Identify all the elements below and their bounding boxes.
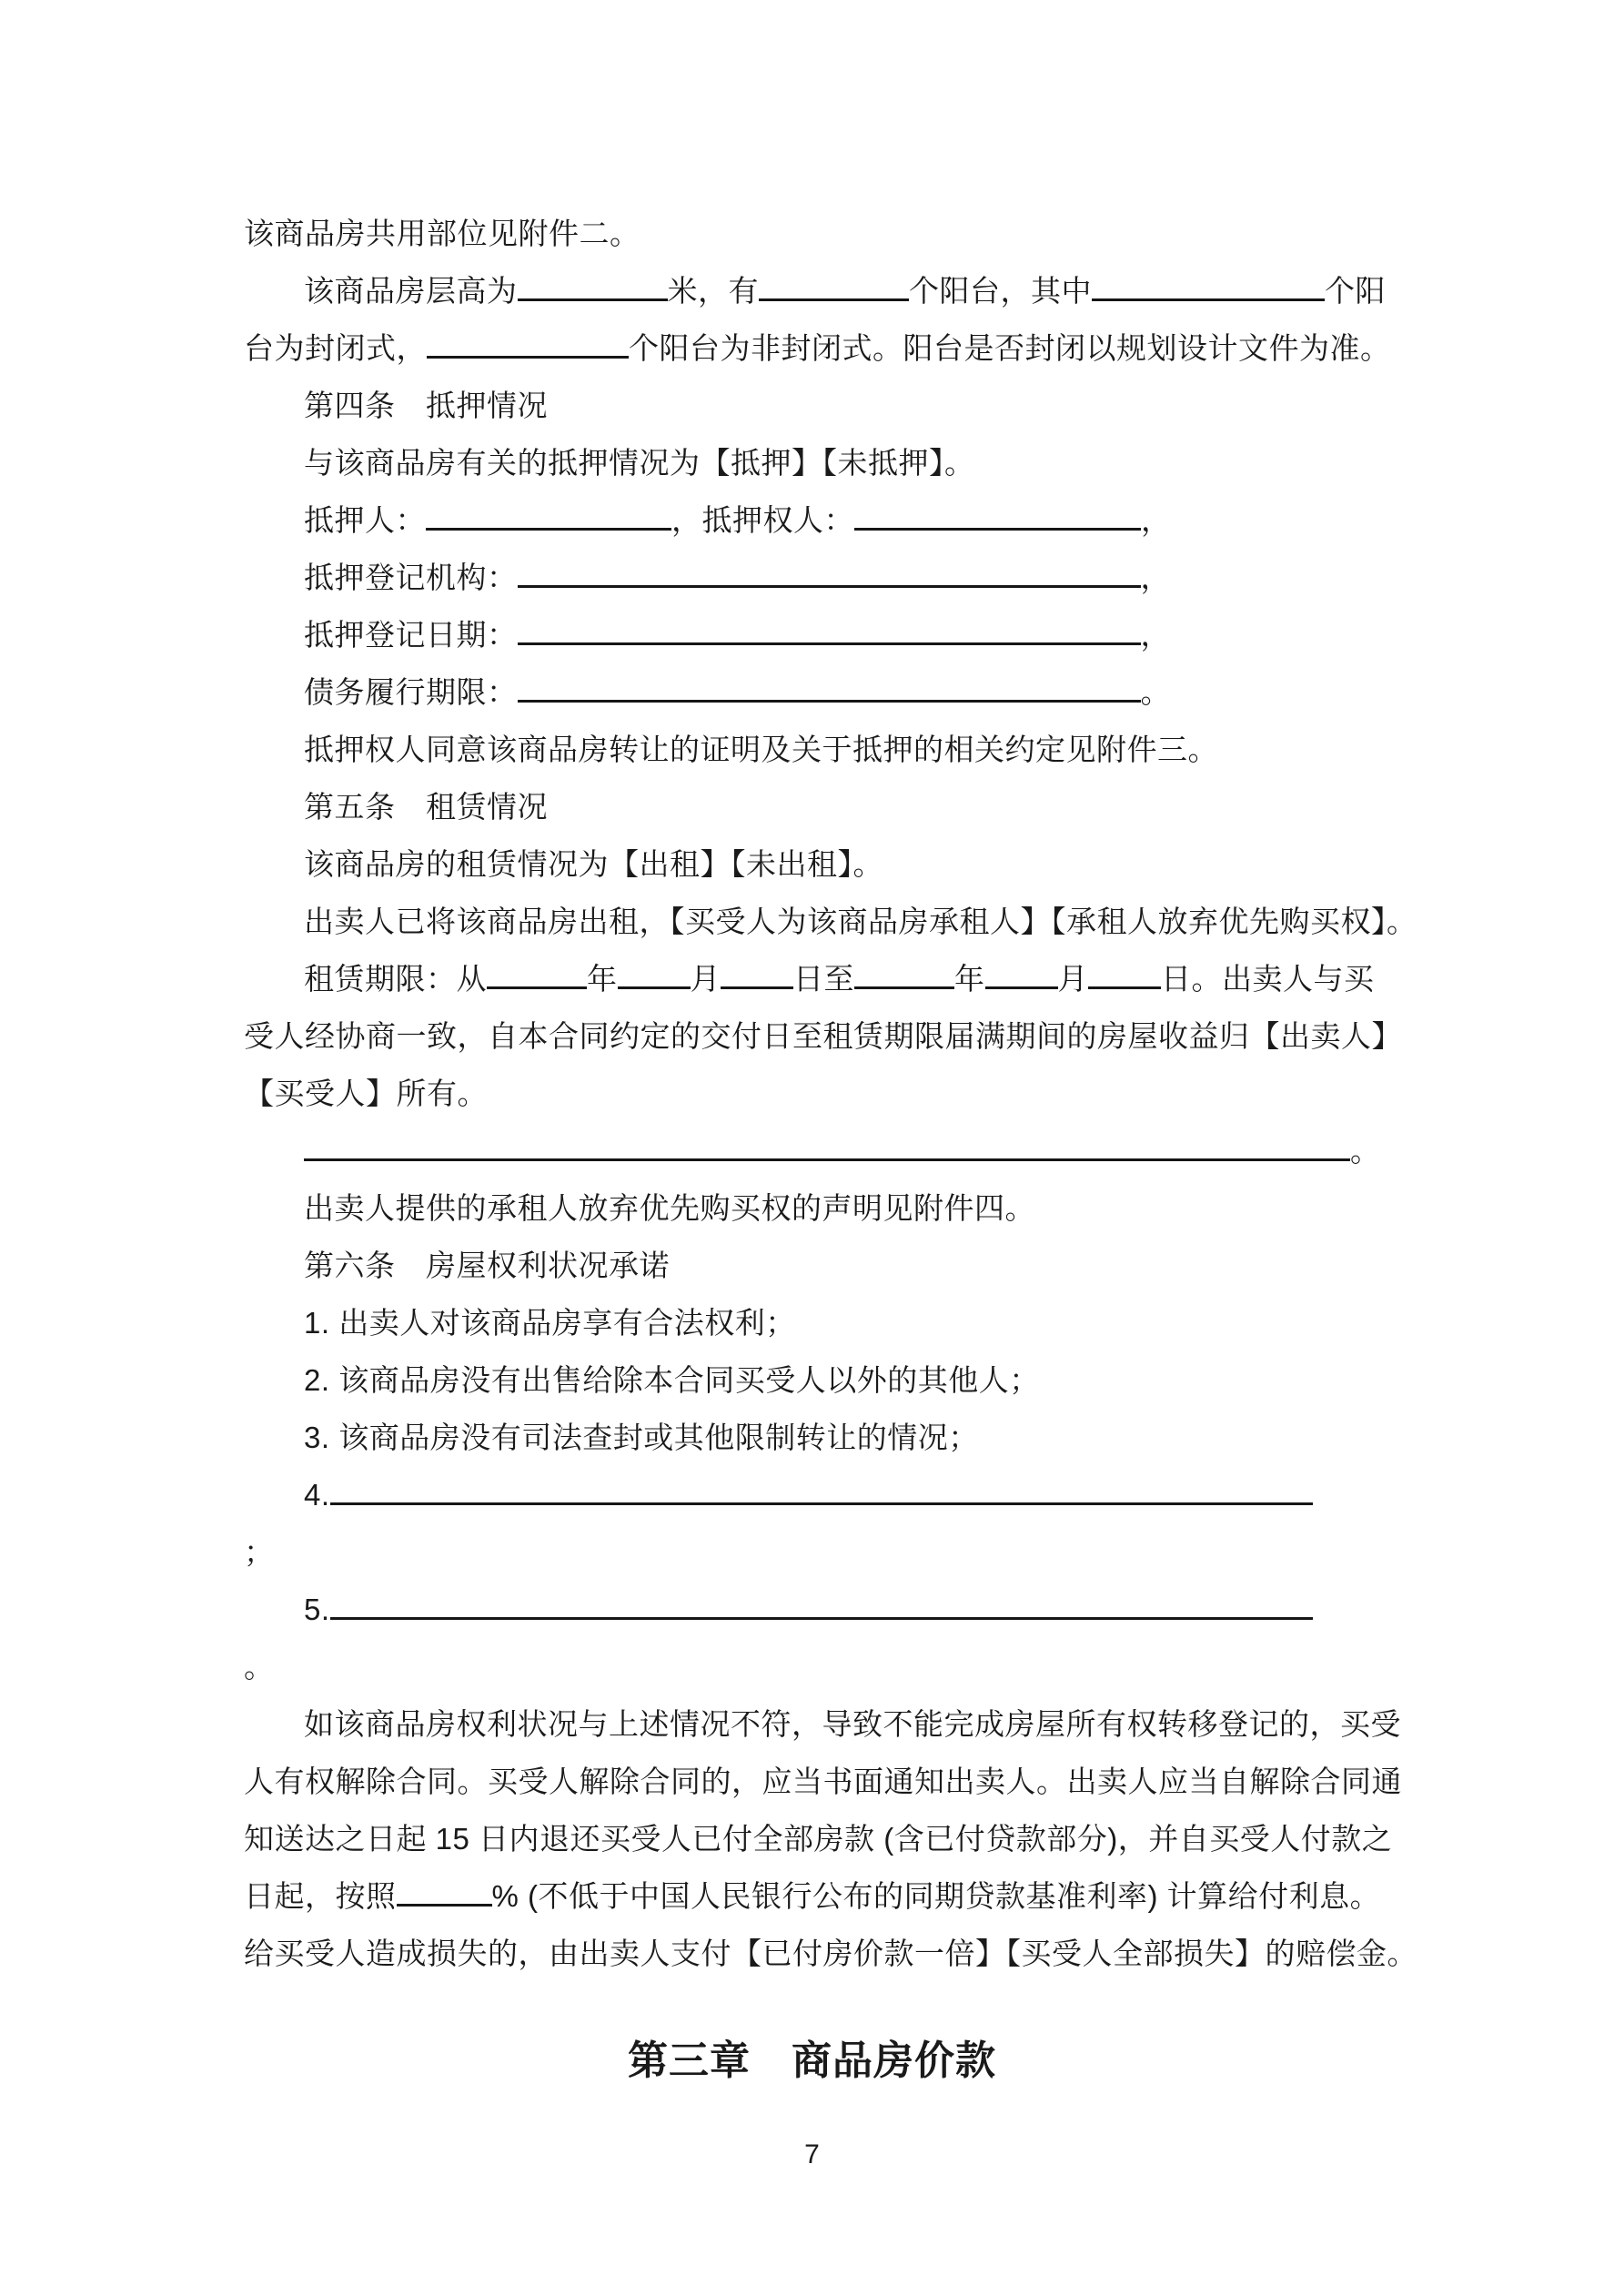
fill-in-blank bbox=[854, 525, 1141, 531]
line-text: 5. bbox=[304, 1593, 330, 1626]
contract-line bbox=[244, 606, 1380, 663]
line-text: 出卖人提供的承租人放弃优先购买权的声明见附件四。 bbox=[304, 1191, 1035, 1225]
line-text: 。 bbox=[1350, 1134, 1381, 1168]
fill-in-blank bbox=[330, 1500, 1313, 1505]
fill-in-blank bbox=[854, 984, 954, 989]
line-text: 4. bbox=[304, 1478, 330, 1512]
contract-line bbox=[244, 1007, 1402, 1065]
contract-line bbox=[244, 893, 1417, 950]
fill-in-blank bbox=[618, 984, 691, 989]
line-text: 该商品房层高为 bbox=[304, 274, 518, 308]
line-text: 如该商品房权利状况与上述情况不符，导致不能完成房屋所有权转移登记的，买受 bbox=[304, 1707, 1401, 1741]
line-text: 抵押登记日期： bbox=[304, 618, 518, 652]
line-text: 月 bbox=[690, 962, 721, 996]
line-text: 日起，按照 bbox=[244, 1879, 397, 1913]
fill-in-blank bbox=[426, 525, 671, 531]
line-text: 2. 该商品房没有出售给除本合同买受人以外的其他人； bbox=[304, 1363, 1040, 1397]
contract-line bbox=[244, 1294, 1380, 1351]
contract-line bbox=[244, 377, 1380, 434]
line-text: 【买受人】所有。 bbox=[244, 1077, 488, 1110]
line-text: % (不低于中国人民银行公布的同期贷款基准利率) 计算给付利息。 bbox=[491, 1879, 1381, 1913]
contract-lines bbox=[244, 205, 1417, 1982]
contract-line bbox=[244, 1065, 1380, 1122]
contract-line bbox=[244, 434, 1380, 491]
line-text: 与该商品房有关的抵押情况为【抵押】【未抵押】。 bbox=[304, 446, 975, 480]
line-text: 该商品房共用部位见附件二。 bbox=[244, 217, 641, 250]
fill-in-blank bbox=[330, 1614, 1313, 1620]
line-text: 出卖人已将该商品房出租，【买受人为该商品房承租人】【承租人放弃优先购买权】。 bbox=[304, 905, 1417, 938]
line-text: 债务履行期限： bbox=[304, 675, 518, 709]
contract-line bbox=[244, 721, 1380, 778]
line-text: 给买受人造成损失的，由出卖人支付【已付房价款一倍】【买受人全部损失】的赔偿金。 bbox=[244, 1937, 1417, 1970]
contract-line bbox=[244, 1179, 1380, 1237]
contract-line bbox=[244, 549, 1380, 606]
line-text: 个阳台为非封闭式。阳台是否封闭以规划设计文件为准。 bbox=[629, 331, 1391, 365]
contract-line bbox=[244, 491, 1380, 549]
contract-line bbox=[244, 1466, 1380, 1523]
contract-line bbox=[244, 1638, 1380, 1695]
line-text: 租赁期限：从 bbox=[304, 962, 487, 996]
fill-in-blank bbox=[304, 1156, 1350, 1161]
line-text: 抵押权人同意该商品房转让的证明及关于抵押的相关约定见附件三。 bbox=[304, 733, 1218, 766]
line-text: 台为封闭式， bbox=[244, 331, 427, 365]
fill-in-blank bbox=[518, 640, 1141, 645]
line-text: 个阳台，其中 bbox=[909, 274, 1092, 308]
line-text: 该商品房的租赁情况为【出租】【未出租】。 bbox=[304, 847, 883, 881]
line-text: 3. 该商品房没有司法查封或其他限制转让的情况； bbox=[304, 1421, 979, 1454]
fill-in-blank bbox=[721, 984, 793, 989]
chapter-heading: 第三章 商品房价款 bbox=[628, 2038, 996, 2083]
contract-line bbox=[244, 950, 1380, 1007]
fill-in-blank bbox=[518, 582, 1141, 588]
contract-line bbox=[244, 835, 1380, 893]
contract-line bbox=[244, 319, 1391, 377]
contract-line bbox=[244, 1810, 1393, 1867]
line-text: ，抵押权人： bbox=[671, 503, 854, 537]
fill-in-blank bbox=[985, 984, 1058, 989]
contract-line bbox=[244, 1237, 1380, 1294]
contract-line bbox=[244, 1867, 1380, 1925]
contract-line bbox=[244, 1925, 1417, 1982]
line-text: 受人经协商一致，自本合同约定的交付日至租赁期限届满期间的房屋收益归【出卖人】 bbox=[244, 1019, 1402, 1053]
line-text: 人有权解除合同。买受人解除合同的，应当书面通知出卖人。出卖人应当自解除合同通 bbox=[244, 1765, 1402, 1798]
fill-in-blank bbox=[518, 296, 668, 301]
page-number: 7 bbox=[804, 2139, 820, 2170]
fill-in-blank bbox=[487, 984, 587, 989]
line-text: 抵押登记机构： bbox=[304, 561, 518, 594]
line-text: 日。出卖人与买 bbox=[1161, 962, 1375, 996]
line-text: 月 bbox=[1057, 962, 1088, 996]
contract-line bbox=[244, 1523, 1380, 1581]
contract-line bbox=[244, 1581, 1380, 1638]
contract-line bbox=[244, 778, 1380, 835]
line-text: 日至 bbox=[793, 962, 854, 996]
line-text: 米，有 bbox=[667, 274, 759, 308]
line-text: 年 bbox=[954, 962, 985, 996]
fill-in-blank bbox=[427, 353, 629, 359]
contract-line bbox=[244, 262, 1386, 319]
line-text: 1. 出卖人对该商品房享有合法权利； bbox=[304, 1306, 796, 1340]
line-text: 个阳 bbox=[1325, 274, 1386, 308]
contract-line bbox=[244, 205, 1380, 262]
line-text: 第六条 房屋权利状况承诺 bbox=[304, 1249, 670, 1282]
line-text: 第四条 抵押情况 bbox=[304, 389, 548, 422]
contract-line bbox=[244, 1409, 1380, 1466]
fill-in-blank bbox=[518, 697, 1141, 703]
line-text: ， bbox=[1140, 618, 1171, 652]
contract-line bbox=[244, 1695, 1401, 1753]
line-text: ， bbox=[1140, 561, 1171, 594]
line-text: 。 bbox=[1140, 675, 1171, 709]
line-text: ； bbox=[244, 1535, 275, 1569]
line-text: 第五条 租赁情况 bbox=[304, 790, 548, 824]
fill-in-blank bbox=[1092, 296, 1325, 301]
contract-line bbox=[244, 663, 1380, 721]
contract-line bbox=[244, 1753, 1402, 1810]
contract-line bbox=[244, 1351, 1380, 1409]
line-text: 抵押人： bbox=[304, 503, 426, 537]
fill-in-blank bbox=[397, 1901, 492, 1907]
fill-in-blank bbox=[759, 296, 909, 301]
line-text: 年 bbox=[587, 962, 618, 996]
line-text: 。 bbox=[244, 1650, 275, 1684]
fill-in-blank bbox=[1088, 984, 1161, 989]
contract-line bbox=[244, 1122, 1380, 1179]
line-text: ， bbox=[1141, 503, 1172, 537]
line-text: 知送达之日起 15 日内退还买受人已付全部房款 (含已付贷款部分)，并自买受人付款之 bbox=[244, 1822, 1393, 1856]
